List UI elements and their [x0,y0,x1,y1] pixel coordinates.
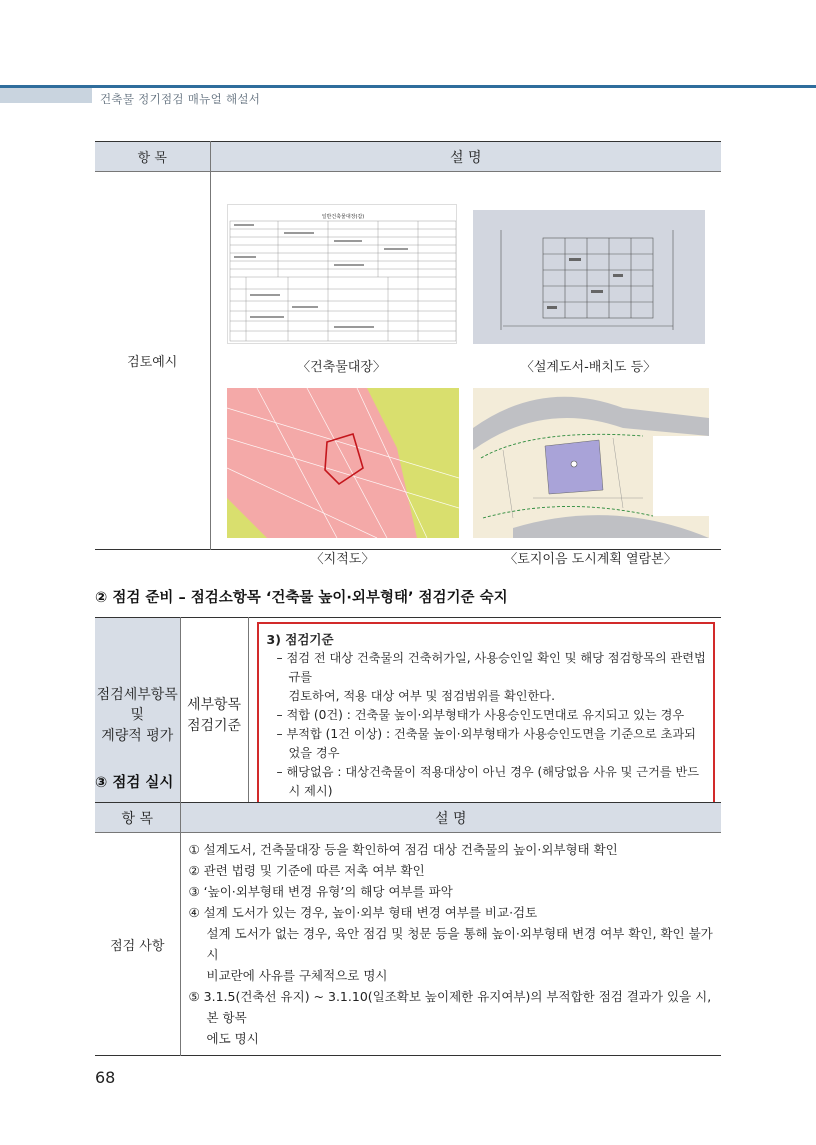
table1-row-label: 검토예시 [95,172,210,550]
inspection-item-4-cont-2: 비교란에 사유를 구체적으로 명시 [206,968,388,983]
section-2-heading: ② 점검 준비 – 점검소항목 ‘건축물 높이·외부형태’ 점검기준 숙지 [95,590,508,606]
criteria-item-pass: – 적합 (0건) : 건축물 높이·외부형태가 사용승인도면대로 유지되고 있는 경우 [276,708,685,722]
inspection-item-5-cont: 에도 명시 [206,1031,259,1046]
criteria-label-line-2: 및 [130,707,145,724]
inspection-items-cell [180,833,721,1056]
detail-criteria-line-1: 세부항목 [186,697,242,714]
criteria-label-line-1: 점검세부항목 [96,687,178,704]
detail-criteria-line-2: 점검기준 [186,717,242,734]
page-number: 68 [95,1068,116,1087]
table1-image-cell [210,172,721,567]
criteria-item-fail: – 부적합 (1건 이상) : 건축물 높이·외부형태가 사용승인도면을 기준으로 초과되었을 경우 [276,727,696,760]
site-plan-image [473,210,705,344]
caption-cadastral-map: 〈지적도〉 [310,552,375,567]
land-use-plan-image [473,388,709,538]
criteria-label-line-3: 계량적 평가 [101,727,174,744]
caption-site-plan: 〈설계도서-배치도 등〉 [520,360,657,375]
caption-building-ledger: 〈건축물대장〉 [297,360,386,375]
table3-header-item: 항 목 [95,803,180,833]
building-ledger-image [227,204,457,344]
ledger-title: 일반건축물대장(갑) [321,214,364,220]
inspection-item-4: ④ 설계 도서가 있는 경우, 높이·외부 형태 변경 여부를 비교·검토 [188,905,538,920]
running-title: 건축물 정기점검 매뉴얼 해설서 [100,92,261,106]
criteria-content-cell [248,618,721,814]
inspection-item-4-cont-1: 설계 도서가 없는 경우, 육안 점검 및 청문 등을 통해 높이·외부형태 변경 여부 확인, 확인 불가 시 [206,926,713,962]
inspection-item-2: ② 관련 법령 및 기준에 따른 저촉 여부 확인 [188,863,425,878]
table1-header-item: 항 목 [95,142,210,172]
inspection-item-5: ⑤ 3.1.5(건축선 유지) ~ 3.1.10(일조확보 높이제한 유지여부)의 부적합한 점검 결과가 있을 시, 본 항목 [188,989,712,1025]
table3-header-desc: 설 명 [180,803,721,833]
criteria-box-title: 3) 점검기준 [266,632,334,647]
inspection-item-3: ③ ‘높이·외부형태 변경 유형’의 해당 여부를 파악 [188,884,453,899]
header-rule [0,85,816,88]
criteria-item-1: – 점검 전 대상 건축물의 건축허가일, 사용승인일 확인 및 해당 점검항목의 관련법규를 [276,651,706,684]
review-example-table [95,141,721,567]
criteria-item-1-cont: 검토하여, 적용 대상 여부 및 점검범위를 확인한다. [288,689,555,703]
caption-land-use-plan: 〈토지이음 도시계획 열람본〉 [504,552,677,567]
criteria-highlight-box [257,622,716,809]
detail-criteria-cell [180,618,248,814]
inspection-table [95,802,721,1056]
cadastral-map-image [227,388,459,538]
section-3-heading: ③ 점검 실시 [95,775,174,791]
table3-row-label: 점검 사항 [95,833,180,1056]
criteria-item-na: – 해당없음 : 대상건축물이 적용대상이 아닌 경우 (해당없음 사유 및 근거를 반드시 제시) [276,765,700,798]
criteria-table [95,617,721,814]
table1-header-desc: 설 명 [210,142,721,172]
inspection-item-1: ① 설계도서, 건축물대장 등을 확인하여 점검 대상 건축물의 높이·외부형태 확인 [188,842,618,857]
